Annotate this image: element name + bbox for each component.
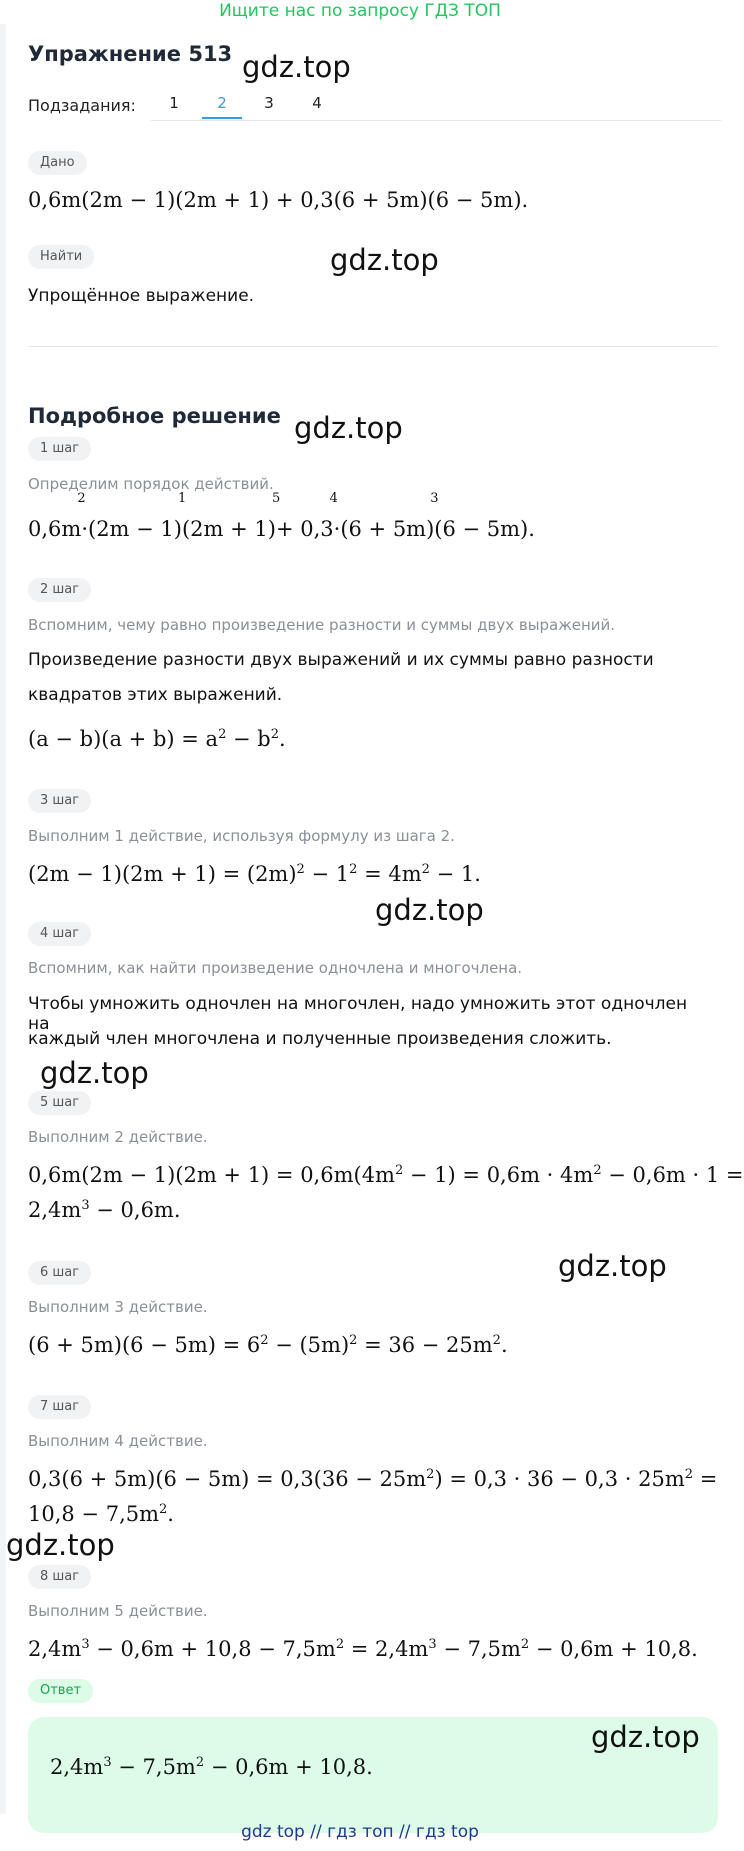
step-1-expression: 0,6m 2 ·(2m − 1) 1 (2m + 1) 5 + 0,3 4 ·(6 + 5m) 3 (6 − 5m). <box>28 491 535 541</box>
step-5-note: Выполним 2 действие. <box>28 1128 208 1146</box>
given-expression: 0,6m(2m − 1)(2m + 1) + 0,3(6 + 5m)(6 − 5m). <box>28 188 529 212</box>
subtask-tab-3[interactable]: 3 <box>264 94 274 112</box>
watermark: gdz.top <box>330 243 439 277</box>
step-5-badge: 5 шаг <box>28 1091 91 1115</box>
step-4-rule-line-2: каждый член многочлена и полученные произведения сложить. <box>28 1029 612 1049</box>
solution-title: Подробное решение <box>28 404 281 428</box>
find-text: Упрощённое выражение. <box>28 286 255 306</box>
watermark: gdz.top <box>294 411 403 445</box>
step-6-badge: 6 шаг <box>28 1261 91 1285</box>
watermark: gdz.top <box>591 1720 700 1754</box>
step-2-note: Вспомним, чему равно произведение разности и суммы двух выражений. <box>28 616 616 634</box>
subtask-tab-4[interactable]: 4 <box>312 94 322 112</box>
step-2-badge: 2 шаг <box>28 578 91 602</box>
step-5-expression-line-2: $2,4m^3 - 0,6m$. <box>28 1198 181 1222</box>
order-mark: 4 <box>329 491 338 506</box>
step-3-expression: $(2m - 1)(2m + 1) = (2m)^2 - 1^2 = 4m^2 - 1$. <box>28 862 481 886</box>
step-3-note: Выполним 1 действие, используя формулу из шага 2. <box>28 827 455 845</box>
order-mark: 2 <box>77 491 86 506</box>
step-7-note: Выполним 4 действие. <box>28 1432 208 1450</box>
step-5-expression-line-1: $0,6m(2m - 1)(2m + 1) = 0,6m(4m^2 - 1) = 0,6m \cdot 4m^2 - 0,6m \cdot 1$ = <box>28 1163 744 1187</box>
step-2-rule-line-1: Произведение разности двух выражений и их суммы равно разности <box>28 650 654 670</box>
step-8-expression: $2,4m^3 - 0,6m + 10,8 - 7,5m^2 = 2,4m^3 - 7,5m^2 - 0,6m + 10,8$. <box>28 1637 698 1661</box>
order-mark: 3 <box>430 491 439 506</box>
answer-badge: Ответ <box>28 1679 93 1703</box>
step-3-badge: 3 шаг <box>28 789 91 813</box>
order-mark: 1 <box>177 491 187 506</box>
exercise-title: Упражнение 513 <box>28 42 233 66</box>
step-8-note: Выполним 5 действие. <box>28 1602 208 1620</box>
step-8-badge: 8 шаг <box>28 1565 91 1589</box>
subtask-tabs <box>151 89 721 121</box>
order-mark: 5 <box>271 491 281 506</box>
step-7-expression-line-1: $0,3(6 + 5m)(6 - 5m) = 0,3(36 - 25m^2) = 0,3 \cdot 36 - 0,3 \cdot 25m^2$ = <box>28 1467 718 1491</box>
find-badge: Найти <box>28 245 94 269</box>
step-6-expression: $(6 + 5m)(6 - 5m) = 6^2 - (5m)^2 = 36 - 25m^2$. <box>28 1333 508 1357</box>
footer-links[interactable]: gdz top // гдз топ // гдз top <box>241 1822 479 1842</box>
step-4-badge: 4 шаг <box>28 922 91 946</box>
watermark: gdz.top <box>558 1249 667 1283</box>
subtask-tab-1[interactable]: 1 <box>169 94 179 112</box>
step-2-rule-line-2: квадратов этих выражений. <box>28 685 283 705</box>
watermark: gdz.top <box>40 1056 149 1090</box>
subtask-tab-2[interactable]: 2 <box>202 89 242 119</box>
step-1-note: Определим порядок действий. <box>28 475 274 493</box>
watermark: gdz.top <box>242 50 351 84</box>
divider <box>28 346 718 347</box>
watermark: gdz.top <box>375 893 484 927</box>
subtasks-label: Подзадания: <box>28 96 136 115</box>
step-7-expression-line-2: $10,8 - 7,5m^2$. <box>28 1502 174 1526</box>
watermark: gdz.top <box>6 1528 115 1562</box>
step-4-rule-line-1: Чтобы умножить одночлен на многочлен, надо умножить этот одночлен на <box>28 994 688 1034</box>
step-6-note: Выполним 3 действие. <box>28 1298 208 1316</box>
step-1-badge: 1 шаг <box>28 437 91 461</box>
answer-expression: $2,4m^3 - 7,5m^2 - 0,6m + 10,8$. <box>50 1755 373 1779</box>
step-7-badge: 7 шаг <box>28 1395 91 1419</box>
step-2-formula: $(a - b)(a + b) = a^2 - b^2$. <box>28 727 286 751</box>
given-badge: Дано <box>28 151 87 175</box>
search-banner[interactable]: Ищите нас по запросу ГДЗ ТОП <box>219 1 501 21</box>
step-4-note: Вспомним, как найти произведение одночлена и многочлена. <box>28 959 523 977</box>
